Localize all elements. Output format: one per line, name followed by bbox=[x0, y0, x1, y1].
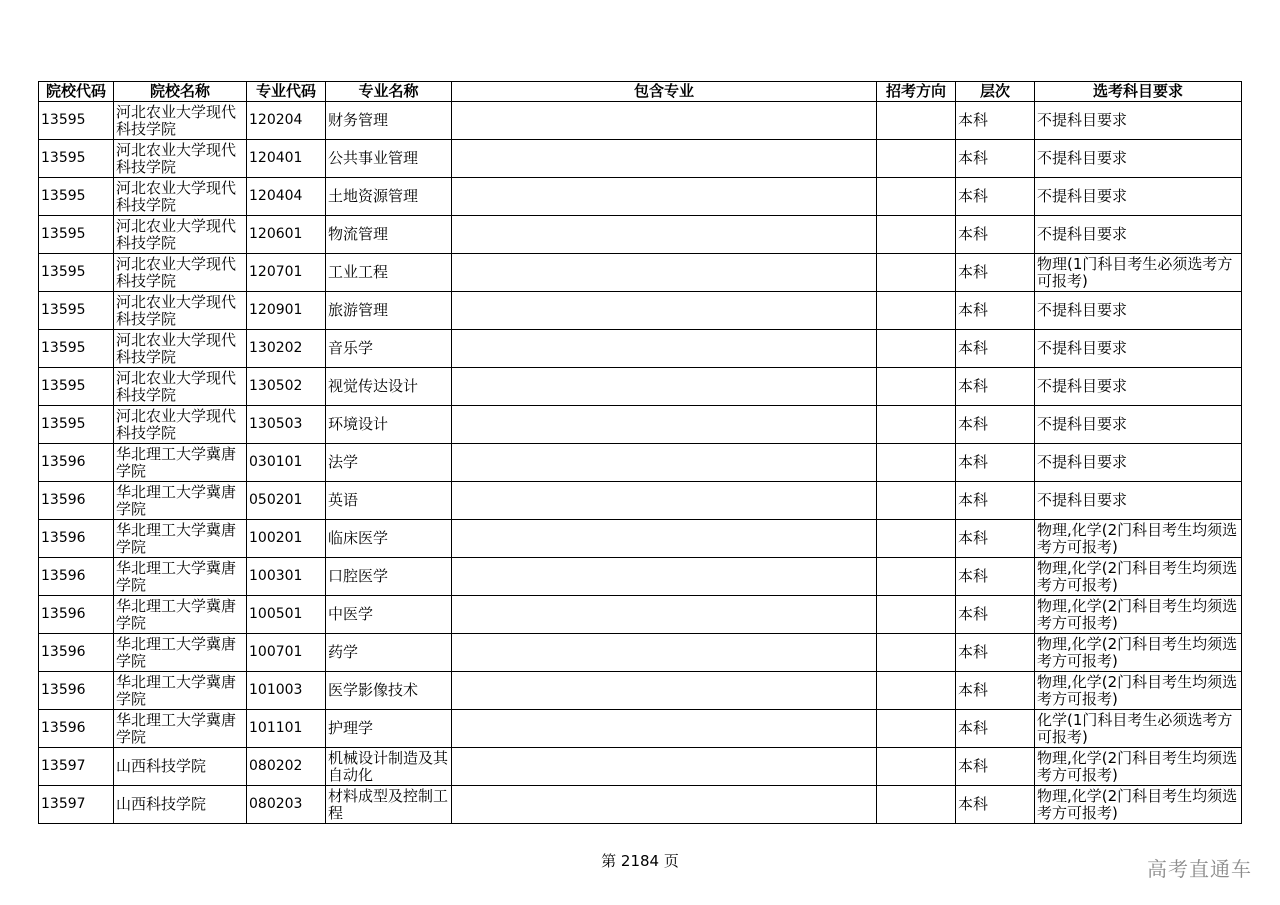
cell-school-name: 河北农业大学现代科技学院 bbox=[114, 406, 247, 444]
cell-direction bbox=[877, 216, 956, 254]
cell-subject-requirements: 不提科目要求 bbox=[1035, 406, 1242, 444]
cell-school-name: 华北理工大学冀唐学院 bbox=[114, 558, 247, 596]
cell-major-code: 130503 bbox=[247, 406, 326, 444]
cell-subject-requirements: 物理,化学(2门科目考生均须选考方可报考) bbox=[1035, 748, 1242, 786]
cell-included-majors bbox=[452, 102, 877, 140]
cell-school-name: 华北理工大学冀唐学院 bbox=[114, 596, 247, 634]
table-row bbox=[39, 482, 1242, 520]
cell-major-code: 030101 bbox=[247, 444, 326, 482]
table-row bbox=[39, 292, 1242, 330]
cell-school-name: 华北理工大学冀唐学院 bbox=[114, 672, 247, 710]
cell-school-code: 13596 bbox=[39, 482, 114, 520]
cell-included-majors bbox=[452, 672, 877, 710]
table-row bbox=[39, 216, 1242, 254]
cell-major-code: 120701 bbox=[247, 254, 326, 292]
cell-included-majors bbox=[452, 216, 877, 254]
table-row bbox=[39, 596, 1242, 634]
cell-direction bbox=[877, 596, 956, 634]
cell-direction bbox=[877, 672, 956, 710]
table-row bbox=[39, 520, 1242, 558]
cell-direction bbox=[877, 634, 956, 672]
cell-school-name: 河北农业大学现代科技学院 bbox=[114, 178, 247, 216]
admissions-table bbox=[38, 81, 1242, 824]
cell-subject-requirements: 不提科目要求 bbox=[1035, 140, 1242, 178]
cell-major-code: 130202 bbox=[247, 330, 326, 368]
table-body bbox=[39, 102, 1242, 824]
cell-level: 本科 bbox=[956, 444, 1035, 482]
cell-direction bbox=[877, 558, 956, 596]
cell-level: 本科 bbox=[956, 102, 1035, 140]
cell-included-majors bbox=[452, 178, 877, 216]
cell-subject-requirements: 不提科目要求 bbox=[1035, 102, 1242, 140]
cell-included-majors bbox=[452, 786, 877, 824]
cell-school-name: 河北农业大学现代科技学院 bbox=[114, 140, 247, 178]
cell-included-majors bbox=[452, 482, 877, 520]
cell-major-name: 临床医学 bbox=[326, 520, 452, 558]
cell-subject-requirements: 物理(1门科目考生必须选考方可报考) bbox=[1035, 254, 1242, 292]
cell-school-name: 河北农业大学现代科技学院 bbox=[114, 330, 247, 368]
cell-subject-requirements: 不提科目要求 bbox=[1035, 330, 1242, 368]
cell-included-majors bbox=[452, 558, 877, 596]
cell-school-name: 河北农业大学现代科技学院 bbox=[114, 292, 247, 330]
cell-level: 本科 bbox=[956, 178, 1035, 216]
table-header bbox=[39, 82, 1242, 102]
watermark-logo: 高考直通车 bbox=[1147, 857, 1252, 881]
cell-school-code: 13596 bbox=[39, 596, 114, 634]
cell-included-majors bbox=[452, 596, 877, 634]
cell-major-code: 050201 bbox=[247, 482, 326, 520]
table-row bbox=[39, 406, 1242, 444]
cell-major-name: 土地资源管理 bbox=[326, 178, 452, 216]
cell-school-code: 13595 bbox=[39, 368, 114, 406]
cell-school-code: 13596 bbox=[39, 444, 114, 482]
cell-included-majors bbox=[452, 748, 877, 786]
cell-direction bbox=[877, 710, 956, 748]
cell-direction bbox=[877, 520, 956, 558]
cell-direction bbox=[877, 140, 956, 178]
cell-school-code: 13595 bbox=[39, 140, 114, 178]
cell-school-code: 13597 bbox=[39, 748, 114, 786]
cell-level: 本科 bbox=[956, 292, 1035, 330]
cell-school-code: 13596 bbox=[39, 672, 114, 710]
cell-subject-requirements: 物理,化学(2门科目考生均须选考方可报考) bbox=[1035, 786, 1242, 824]
cell-included-majors bbox=[452, 520, 877, 558]
table-row bbox=[39, 672, 1242, 710]
cell-major-code: 120401 bbox=[247, 140, 326, 178]
cell-major-code: 120601 bbox=[247, 216, 326, 254]
cell-major-name: 机械设计制造及其自动化 bbox=[326, 748, 452, 786]
cell-major-code: 100201 bbox=[247, 520, 326, 558]
cell-direction bbox=[877, 786, 956, 824]
cell-direction bbox=[877, 102, 956, 140]
cell-subject-requirements: 物理,化学(2门科目考生均须选考方可报考) bbox=[1035, 520, 1242, 558]
cell-major-name: 工业工程 bbox=[326, 254, 452, 292]
cell-school-name: 山西科技学院 bbox=[114, 786, 247, 824]
cell-direction bbox=[877, 406, 956, 444]
page-number: 第 2184 页 bbox=[601, 852, 679, 870]
cell-subject-requirements: 不提科目要求 bbox=[1035, 482, 1242, 520]
cell-subject-requirements: 不提科目要求 bbox=[1035, 178, 1242, 216]
cell-included-majors bbox=[452, 254, 877, 292]
header-level: 层次 bbox=[956, 82, 1035, 102]
cell-included-majors bbox=[452, 406, 877, 444]
cell-direction bbox=[877, 254, 956, 292]
cell-major-code: 100701 bbox=[247, 634, 326, 672]
cell-level: 本科 bbox=[956, 710, 1035, 748]
header-direction: 招考方向 bbox=[877, 82, 956, 102]
cell-subject-requirements: 物理,化学(2门科目考生均须选考方可报考) bbox=[1035, 596, 1242, 634]
cell-direction bbox=[877, 292, 956, 330]
cell-major-name: 护理学 bbox=[326, 710, 452, 748]
cell-major-name: 音乐学 bbox=[326, 330, 452, 368]
cell-included-majors bbox=[452, 368, 877, 406]
cell-subject-requirements: 化学(1门科目考生必须选考方可报考) bbox=[1035, 710, 1242, 748]
cell-level: 本科 bbox=[956, 254, 1035, 292]
cell-major-code: 100501 bbox=[247, 596, 326, 634]
cell-major-name: 中医学 bbox=[326, 596, 452, 634]
header-row bbox=[39, 82, 1242, 102]
cell-subject-requirements: 物理,化学(2门科目考生均须选考方可报考) bbox=[1035, 634, 1242, 672]
cell-major-name: 英语 bbox=[326, 482, 452, 520]
cell-included-majors bbox=[452, 710, 877, 748]
cell-included-majors bbox=[452, 444, 877, 482]
cell-school-name: 河北农业大学现代科技学院 bbox=[114, 254, 247, 292]
cell-major-name: 医学影像技术 bbox=[326, 672, 452, 710]
cell-level: 本科 bbox=[956, 406, 1035, 444]
header-school-code: 院校代码 bbox=[39, 82, 114, 102]
cell-level: 本科 bbox=[956, 596, 1035, 634]
cell-major-code: 120901 bbox=[247, 292, 326, 330]
cell-subject-requirements: 不提科目要求 bbox=[1035, 368, 1242, 406]
header-included-majors: 包含专业 bbox=[452, 82, 877, 102]
cell-school-code: 13596 bbox=[39, 634, 114, 672]
cell-subject-requirements: 不提科目要求 bbox=[1035, 292, 1242, 330]
cell-school-name: 华北理工大学冀唐学院 bbox=[114, 482, 247, 520]
cell-major-code: 120404 bbox=[247, 178, 326, 216]
cell-school-code: 13596 bbox=[39, 520, 114, 558]
cell-direction bbox=[877, 330, 956, 368]
cell-level: 本科 bbox=[956, 634, 1035, 672]
table-row bbox=[39, 444, 1242, 482]
cell-level: 本科 bbox=[956, 216, 1035, 254]
cell-major-name: 材料成型及控制工程 bbox=[326, 786, 452, 824]
cell-school-code: 13597 bbox=[39, 786, 114, 824]
cell-major-code: 101101 bbox=[247, 710, 326, 748]
cell-school-code: 13595 bbox=[39, 216, 114, 254]
cell-major-name: 旅游管理 bbox=[326, 292, 452, 330]
cell-major-name: 公共事业管理 bbox=[326, 140, 452, 178]
cell-school-code: 13596 bbox=[39, 558, 114, 596]
cell-included-majors bbox=[452, 634, 877, 672]
cell-direction bbox=[877, 178, 956, 216]
table-row bbox=[39, 558, 1242, 596]
cell-major-name: 口腔医学 bbox=[326, 558, 452, 596]
cell-direction bbox=[877, 368, 956, 406]
table-row bbox=[39, 786, 1242, 824]
cell-major-name: 物流管理 bbox=[326, 216, 452, 254]
table-row bbox=[39, 634, 1242, 672]
cell-major-code: 130502 bbox=[247, 368, 326, 406]
cell-school-code: 13595 bbox=[39, 254, 114, 292]
cell-school-code: 13595 bbox=[39, 178, 114, 216]
cell-level: 本科 bbox=[956, 748, 1035, 786]
cell-level: 本科 bbox=[956, 140, 1035, 178]
cell-level: 本科 bbox=[956, 520, 1035, 558]
cell-subject-requirements: 不提科目要求 bbox=[1035, 216, 1242, 254]
cell-major-code: 080203 bbox=[247, 786, 326, 824]
cell-school-code: 13596 bbox=[39, 710, 114, 748]
cell-school-name: 河北农业大学现代科技学院 bbox=[114, 102, 247, 140]
cell-level: 本科 bbox=[956, 330, 1035, 368]
table-row bbox=[39, 368, 1242, 406]
cell-included-majors bbox=[452, 292, 877, 330]
cell-level: 本科 bbox=[956, 672, 1035, 710]
cell-subject-requirements: 物理,化学(2门科目考生均须选考方可报考) bbox=[1035, 558, 1242, 596]
cell-direction bbox=[877, 444, 956, 482]
header-subject-requirements: 选考科目要求 bbox=[1035, 82, 1242, 102]
cell-subject-requirements: 物理,化学(2门科目考生均须选考方可报考) bbox=[1035, 672, 1242, 710]
cell-school-name: 华北理工大学冀唐学院 bbox=[114, 710, 247, 748]
cell-major-name: 法学 bbox=[326, 444, 452, 482]
cell-school-name: 河北农业大学现代科技学院 bbox=[114, 368, 247, 406]
cell-school-code: 13595 bbox=[39, 330, 114, 368]
cell-level: 本科 bbox=[956, 558, 1035, 596]
table-row bbox=[39, 178, 1242, 216]
header-school-name: 院校名称 bbox=[114, 82, 247, 102]
header-major-code: 专业代码 bbox=[247, 82, 326, 102]
cell-major-name: 财务管理 bbox=[326, 102, 452, 140]
cell-major-code: 120204 bbox=[247, 102, 326, 140]
cell-school-code: 13595 bbox=[39, 102, 114, 140]
cell-school-code: 13595 bbox=[39, 406, 114, 444]
cell-school-name: 华北理工大学冀唐学院 bbox=[114, 444, 247, 482]
header-major-name: 专业名称 bbox=[326, 82, 452, 102]
cell-level: 本科 bbox=[956, 786, 1035, 824]
cell-direction bbox=[877, 482, 956, 520]
table-row bbox=[39, 330, 1242, 368]
cell-major-code: 100301 bbox=[247, 558, 326, 596]
cell-school-name: 山西科技学院 bbox=[114, 748, 247, 786]
table-row bbox=[39, 254, 1242, 292]
cell-school-name: 河北农业大学现代科技学院 bbox=[114, 216, 247, 254]
table-row bbox=[39, 140, 1242, 178]
cell-level: 本科 bbox=[956, 482, 1035, 520]
cell-subject-requirements: 不提科目要求 bbox=[1035, 444, 1242, 482]
cell-included-majors bbox=[452, 330, 877, 368]
cell-direction bbox=[877, 748, 956, 786]
table-row bbox=[39, 748, 1242, 786]
cell-major-name: 环境设计 bbox=[326, 406, 452, 444]
cell-level: 本科 bbox=[956, 368, 1035, 406]
cell-major-name: 药学 bbox=[326, 634, 452, 672]
cell-major-code: 080202 bbox=[247, 748, 326, 786]
cell-included-majors bbox=[452, 140, 877, 178]
cell-major-name: 视觉传达设计 bbox=[326, 368, 452, 406]
cell-school-name: 华北理工大学冀唐学院 bbox=[114, 520, 247, 558]
cell-school-name: 华北理工大学冀唐学院 bbox=[114, 634, 247, 672]
table-row bbox=[39, 102, 1242, 140]
cell-major-code: 101003 bbox=[247, 672, 326, 710]
cell-school-code: 13595 bbox=[39, 292, 114, 330]
table-row bbox=[39, 710, 1242, 748]
